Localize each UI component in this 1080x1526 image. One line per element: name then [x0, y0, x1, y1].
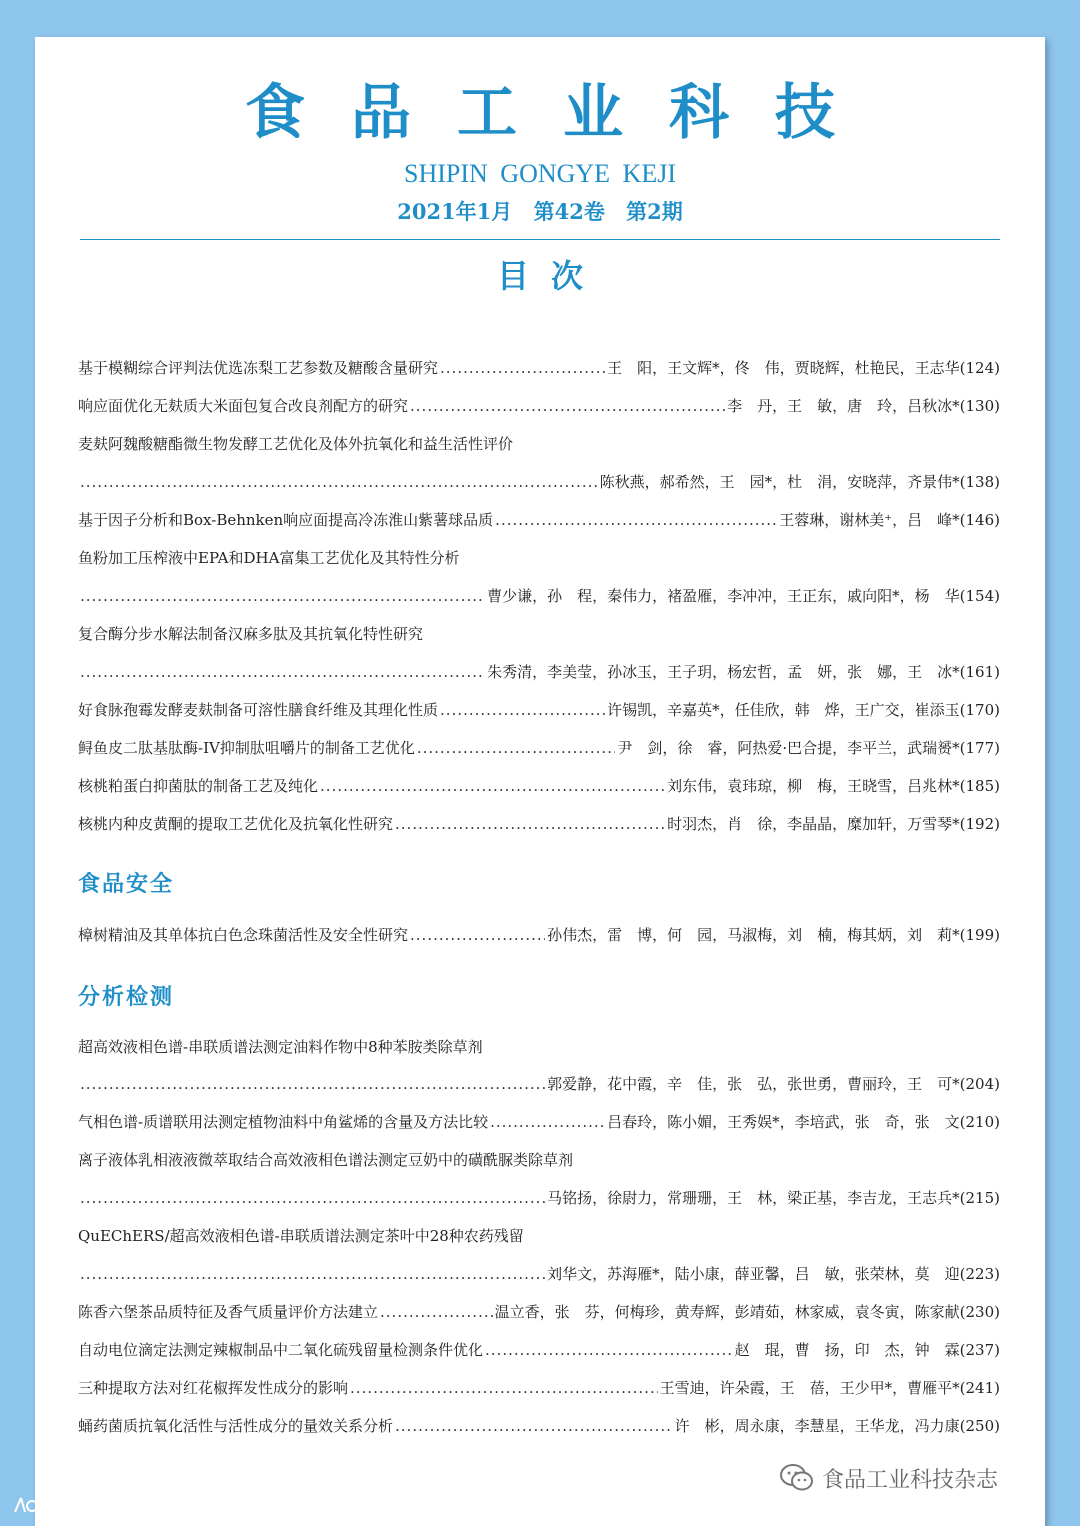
toc-entry[interactable]: [78, 773, 1000, 799]
dot-leader: [80, 583, 485, 609]
watermark-logo-icon: [12, 1494, 48, 1516]
entry-page: (204): [959, 1075, 1000, 1093]
toc-heading: 目次: [496, 257, 605, 295]
entry-authors: 曹少谦，孙 程，秦伟力，褚盈雁，李冲冲，王正东，戚向阳*，杨 华: [487, 587, 960, 605]
toc-entry[interactable]: [78, 1375, 1000, 1401]
entry-title[interactable]: 离子液体乳相液液微萃取结合高效液相色谱法测定豆奶中的磺酰脲类除草剂: [78, 1151, 574, 1169]
entry-authors: 孙伟杰，雷 博，何 园，马淑梅，刘 楠，梅其炳，刘 莉*: [547, 926, 960, 944]
dot-leader: [80, 1071, 545, 1097]
entry-page: (237): [959, 1341, 1000, 1359]
entry-title: 好食脉孢霉发酵麦麸制备可溶性膳食纤维及其理化性质: [78, 701, 439, 719]
dot-leader: [440, 697, 605, 723]
toc-entry[interactable]: [78, 469, 1000, 495]
wechat-icon: [780, 1463, 814, 1493]
entry-authors: 时羽杰，肖 徐，李晶晶，糜加轩，万雪琴*: [667, 815, 960, 833]
toc-entry[interactable]: [78, 393, 1000, 419]
entry-page: (185): [959, 777, 1000, 795]
entry-page: (223): [959, 1265, 1000, 1283]
section-heading-food-safety: 食品安全: [78, 871, 175, 897]
entry-title: 陈香六堡茶品质特征及香气质量评价方法建立: [78, 1303, 379, 1321]
entry-page: (161): [959, 663, 1000, 681]
entry-page: (230): [959, 1303, 1000, 1321]
entry-authors: 陈秋燕，郝希然，王 园*，杜 涓，安晓萍，齐景伟*: [599, 473, 960, 491]
entry-authors: 许锡凯，辛嘉英*，任佳欣，韩 烨，王广交，崔添玉: [607, 701, 960, 719]
toc-entry[interactable]: [78, 1299, 1000, 1325]
entry-authors: 王蓉琳，谢林美⁺，吕 峰*: [779, 511, 960, 529]
dot-leader: [380, 1299, 493, 1325]
dot-leader: [395, 811, 665, 837]
dot-leader: [485, 1337, 733, 1363]
entry-title[interactable]: QuEChERS/超高效液相色谱-串联质谱法测定茶叶中28种农药残留: [78, 1227, 524, 1245]
dot-leader: [320, 773, 665, 799]
entry-title: 基于因子分析和Box-Behnken响应面提高冷冻淮山紫薯球品质: [78, 511, 494, 529]
entry-title: 鲟鱼皮二肽基肽酶-IV抑制肽咀嚼片的制备工艺优化: [78, 739, 415, 757]
entry-page: (241): [959, 1379, 1000, 1397]
dot-leader: [495, 507, 777, 533]
entry-authors: 王 阳，王文辉*，佟 伟，贾晓辉，杜艳民，王志华: [607, 359, 960, 377]
entry-title: 蛹药菌质抗氧化活性与活性成分的量效关系分析: [78, 1417, 394, 1435]
entry-authors: 温立香，张 芬，何梅珍，黄寿辉，彭靖茹，林家威，袁冬寅，陈家献: [494, 1303, 960, 1321]
dot-leader: [490, 1109, 605, 1135]
entry-title: 基于模糊综合评判法优选冻梨工艺参数及糖酸含量研究: [78, 359, 439, 377]
dot-leader: [350, 1375, 658, 1401]
entry-title: 响应面优化无麸质大米面包复合改良剂配方的研究: [78, 397, 409, 415]
entry-authors: 刘东伟，袁玮琼，柳 梅，王晓雪，吕兆林*: [667, 777, 960, 795]
toc-entry[interactable]: [78, 697, 1000, 723]
toc-entry[interactable]: [78, 811, 1000, 837]
entry-authors: 刘华文，苏海雁*，陆小康，薛亚馨，吕 敏，张荣林，莫 迎: [547, 1265, 960, 1283]
entry-page: (210): [959, 1113, 1000, 1131]
toc-entry[interactable]: [78, 659, 1000, 685]
entry-page: (250): [959, 1417, 1000, 1435]
entry-title: 核桃粕蛋白抑菌肽的制备工艺及纯化: [78, 777, 319, 795]
wechat-account-name: 食品工业科技杂志: [822, 1467, 999, 1493]
toc-entry[interactable]: [78, 922, 1000, 948]
toc-entry[interactable]: [78, 1337, 1000, 1363]
toc-entry[interactable]: [78, 1413, 1000, 1439]
dot-leader: [80, 1185, 545, 1211]
toc-entry[interactable]: [78, 355, 1000, 381]
dot-leader: [417, 735, 616, 761]
dot-leader: [80, 1261, 545, 1287]
entry-authors: 许 彬，周永康，李慧星，王华龙，冯力康: [674, 1417, 960, 1435]
entry-title: 樟树精油及其单体抗白色念珠菌活性及安全性研究: [78, 926, 409, 944]
entry-page: (146): [959, 511, 1000, 529]
entry-authors: 郭爱静，花中霞，辛 佳，张 弘，张世勇，曹丽玲，王 可*: [547, 1075, 960, 1093]
entry-title[interactable]: 复合酶分步水解法制备汉麻多肽及其抗氧化特性研究: [78, 625, 424, 643]
entry-title[interactable]: 麦麸阿魏酸糖酯微生物发酵工艺优化及体外抗氧化和益生活性评价: [78, 435, 514, 453]
entry-page: (138): [959, 473, 1000, 491]
journal-title: 食品工业科技: [245, 78, 881, 148]
entry-authors: 李 丹，王 敏，唐 玲，吕秋冰*: [727, 397, 960, 415]
entry-authors: 朱秀清，李美莹，孙冰玉，王子玥，杨宏哲，孟 妍，张 娜，王 冰*: [487, 663, 960, 681]
entry-page: (154): [959, 587, 1000, 605]
watermark: [12, 1490, 130, 1520]
dot-leader: [80, 469, 598, 495]
toc-entry[interactable]: [78, 583, 1000, 609]
dot-leader: [410, 922, 545, 948]
entry-page: (215): [959, 1189, 1000, 1207]
entry-authors: 马铭扬，徐尉力，常珊珊，王 林，梁正基，李吉龙，王志兵*: [547, 1189, 960, 1207]
entry-page: (199): [959, 926, 1000, 944]
entry-title[interactable]: 超高效液相色谱-串联质谱法测定油料作物中8种苯胺类除草剂: [78, 1038, 483, 1056]
toc-entry[interactable]: [78, 1261, 1000, 1287]
toc-entry[interactable]: [78, 507, 1000, 533]
entry-title: 气相色谱-质谱联用法测定植物油料中角鲨烯的含量及方法比较: [78, 1113, 489, 1131]
entry-title: 自动电位滴定法测定辣椒制品中二氧化硫残留量检测条件优化: [78, 1341, 484, 1359]
issue-info: 2021年1月 第42卷 第2期: [397, 199, 683, 224]
toc-entry[interactable]: [78, 1071, 1000, 1097]
entry-title: 三种提取方法对红花椒挥发性成分的影响: [78, 1379, 349, 1397]
entry-authors: 吕春玲，陈小媚，王秀娱*，李培武，张 奇，张 文: [607, 1113, 960, 1131]
toc-entry[interactable]: [78, 1109, 1000, 1135]
wechat-account-badge[interactable]: [780, 1460, 998, 1496]
dot-leader: [395, 1413, 673, 1439]
entry-authors: 尹 剑，徐 睿，阿热爱·巴合提，李平兰，武瑞赟*: [617, 739, 960, 757]
entry-page: (177): [959, 739, 1000, 757]
entry-page: (170): [959, 701, 1000, 719]
journal-pinyin: SHIPIN GONGYE KEJI: [404, 159, 676, 188]
dot-leader: [440, 355, 605, 381]
entry-page: (130): [959, 397, 1000, 415]
entry-title[interactable]: 鱼粉加工压榨液中EPA和DHA富集工艺优化及其特性分析: [78, 549, 460, 567]
entry-authors: 王雪迪，许朵霞，王 蓓，王少甲*，曹雁平*: [659, 1379, 960, 1397]
entry-page: (192): [959, 815, 1000, 833]
section-heading-analysis: 分析检测: [78, 984, 175, 1010]
toc-entry[interactable]: [78, 735, 1000, 761]
entry-authors: 赵 琨，曹 扬，印 杰，钟 霖: [734, 1341, 960, 1359]
toc-entry[interactable]: [78, 1185, 1000, 1211]
entry-title: 核桃内种皮黄酮的提取工艺优化及抗氧化性研究: [78, 815, 394, 833]
watermark-text: 大数跨境: [54, 1495, 131, 1518]
dot-leader: [410, 393, 725, 419]
header-divider: [80, 239, 1000, 240]
dot-leader: [80, 659, 485, 685]
entry-page: (124): [959, 359, 1000, 377]
